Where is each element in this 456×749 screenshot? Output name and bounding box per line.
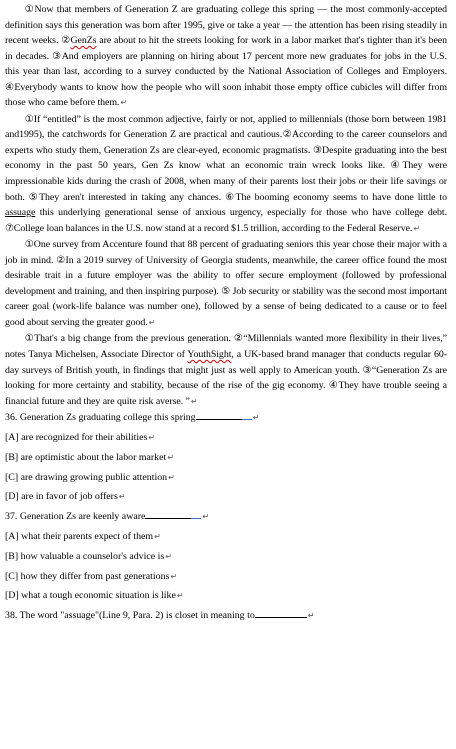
passage-paragraph [5, 2, 447, 111]
paragraph-mark: ↵ [307, 611, 315, 621]
paragraph-text: ①If “entitled” is the most common adjective, fairly or not, applied to millennials (those born between 1981 and1995), the catchwords for Generation Z are practical and cautious.②According to the career counselors and experts who study them, Generation Zs are clear-eyed, economic pragmatists. ③Despite graduating into the best economy in the past 50 years, Gen Zs know what an economic train wreck looks like. ④They were impressionable kids during the crash of 2008, when many of their parents lost their jobs or their life savings or both. ⑤They aren't interested in taking any chances. ⑥The booming economy seems to have done little to [5, 113, 447, 203]
question-stem [5, 608, 447, 623]
paragraph-text: ①One survey from Accenture found that 88 percent of graduating seniors this year chose their major with a job in mind. ②In a 2019 survey of University of Georgia students, meanwhile, the career office found the most desirable trait in a future employer was the ability to offer secure employment (followed by professional development and training, and then inspiring purpose). ⑤ Job security or stability was the second most important career goal (work-life balance was number one), followed by a sense of being dedicated to a cause or to feel good about serving the greater good. [5, 239, 447, 328]
paragraph-mark: ↵ [118, 492, 126, 502]
spellcheck-word: YouthSight [187, 349, 232, 361]
paragraph-mark: ↵ [413, 223, 420, 233]
question-stem [5, 509, 447, 524]
answer-option [5, 588, 447, 603]
answer-blank[interactable] [196, 410, 242, 420]
option-text: [B] how valuable a counselor's advice is [5, 550, 165, 562]
answer-option [5, 549, 447, 564]
option-text: [A] what their parents expect of them [5, 531, 154, 542]
paragraph-mark: ↵ [176, 591, 184, 601]
answer-option [5, 450, 447, 465]
paragraph-text: ①Now that members of Generation Z are graduating college this spring — the most commonly-accepted definition says this generation was born after 1995, give or take a year — the attention has been rising steadily in recent weeks. ② [5, 4, 447, 47]
paragraph-mark: ↵ [148, 433, 155, 443]
answer-option [5, 529, 447, 544]
paragraph-mark: ↵ [165, 551, 172, 561]
paragraph-text: this underlying generational sense of anxious urgency, especially for those who have college debt. ⑦College loan balances in the U.S. now stand at a record $1.5 trillion, according to the Federal Reserve. [5, 207, 447, 234]
passage-paragraph [5, 331, 447, 409]
question-text: 38. The word "assuage"(Line 9, Para. 2) is closet in meaning to [5, 610, 255, 622]
answer-blank-marker [242, 410, 252, 420]
underlined-word: assuage [5, 207, 36, 219]
paragraph-mark: ↵ [154, 532, 161, 541]
option-text: [D] what a tough economic situation is like [5, 590, 176, 602]
paragraph-mark: ↵ [167, 452, 174, 462]
answer-option [5, 489, 447, 504]
passage-paragraph [5, 112, 447, 236]
paragraph-mark: ↵ [148, 317, 156, 327]
answer-blank[interactable] [145, 509, 191, 519]
reading-passage [5, 2, 447, 409]
question-text: 37. Generation Zs are keenly aware [5, 511, 146, 523]
answer-blank[interactable] [255, 608, 307, 618]
question-stem [5, 410, 447, 425]
option-text: [D] are in favor of job offers [5, 491, 118, 503]
question-text: 36. Generation Zs graduating college this spring [5, 412, 196, 424]
paragraph-mark: ↵ [202, 512, 210, 522]
option-text: [C] are drawing growing public attention [5, 471, 168, 483]
paragraph-mark: ↵ [252, 413, 260, 423]
paragraph-text: ①That's a big change from the previous generation. ②“Millennials wanted more flexibility in their lives,” notes Tanya Michelsen, Associate Director of [5, 333, 447, 361]
question-list [5, 410, 447, 623]
paragraph-mark: ↵ [170, 571, 178, 581]
option-text: [C] how they differ from past generations [5, 570, 170, 582]
paragraph-text: are about to hit the streets looking for work in a labor market that's tighter than it's been in decades. ③And employers are planning on hiring about 17 percent more new graduates for jobs in the U.S. this year than last, according to a survey conducted by the National Association of Colleges and Employers. ④Everybody wants to know how the people who will soon inhabit those empty office cubicles will differ from those who came before them. [5, 35, 448, 109]
answer-option [5, 470, 447, 485]
paragraph-mark: ↵ [168, 472, 175, 482]
passage-paragraph [5, 237, 447, 330]
paragraph-text: , a UK-based brand manager that conducts regular 60-day surveys of British youth, in findings that might just as well apply to American youth. ③“Generation Zs are looking for more certainty and stability, because of the rise of the gig economy. ④They have trouble seeing a financial future and they are quite risk averse. ” [5, 349, 448, 407]
option-text: [B] are optimistic about the labor market [5, 451, 167, 463]
answer-blank-marker [191, 509, 201, 519]
answer-option [5, 430, 447, 445]
spellcheck-word: GenZs [70, 35, 97, 47]
paragraph-mark: ↵ [190, 396, 198, 406]
option-text: [A] are recognized for their abilities [5, 432, 148, 444]
paragraph-mark: ↵ [120, 98, 128, 108]
answer-option [5, 569, 447, 584]
